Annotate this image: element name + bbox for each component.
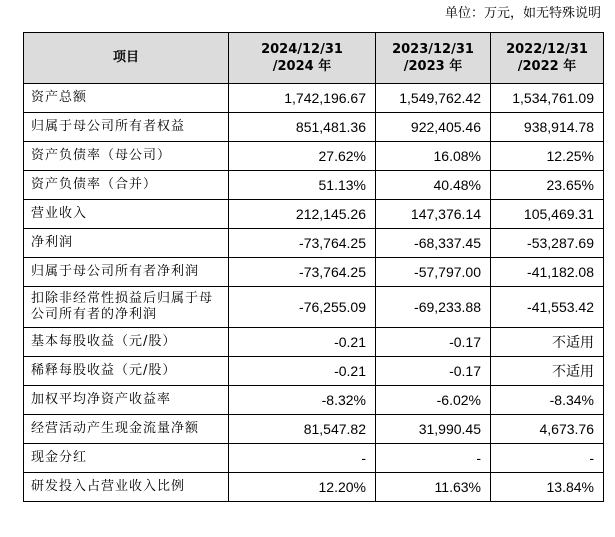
cell-2022: -8.34% xyxy=(491,386,604,415)
header-year-2023-label: /2023 年 xyxy=(403,59,463,74)
header-year-2022 xyxy=(491,33,604,84)
header-year-2023-date: 2023/12/31 xyxy=(392,42,474,57)
cell-2022: 13.84% xyxy=(491,473,604,502)
cell-2024: -76,255.09 xyxy=(229,287,376,328)
cell-2024: -0.21 xyxy=(229,357,376,386)
cell-2023: 11.63% xyxy=(376,473,491,502)
row-label: 净利润 xyxy=(24,229,229,258)
header-row xyxy=(24,33,604,84)
cell-2024: 212,145.26 xyxy=(229,200,376,229)
cell-2023: 16.08% xyxy=(376,142,491,171)
table-row xyxy=(24,142,604,171)
cell-2023: -57,797.00 xyxy=(376,258,491,287)
cell-2022: -53,287.69 xyxy=(491,229,604,258)
cell-2023: 922,405.46 xyxy=(376,113,491,142)
row-label: 基本每股收益（元/股） xyxy=(24,328,229,357)
cell-2022: 1,534,761.09 xyxy=(491,84,604,113)
row-label: 资产负债率（母公司） xyxy=(24,142,229,171)
row-label: 归属于母公司所有者权益 xyxy=(24,113,229,142)
cell-2023: -68,337.45 xyxy=(376,229,491,258)
cell-2022: 938,914.78 xyxy=(491,113,604,142)
cell-2022: 12.25% xyxy=(491,142,604,171)
cell-2024: -73,764.25 xyxy=(229,258,376,287)
table-row xyxy=(24,200,604,229)
cell-2023: 31,990.45 xyxy=(376,415,491,444)
cell-2022: 不适用 xyxy=(491,357,604,386)
cell-2024: -0.21 xyxy=(229,328,376,357)
table-row xyxy=(24,287,604,328)
row-label: 加权平均净资产收益率 xyxy=(24,386,229,415)
cell-2024: 1,742,196.67 xyxy=(229,84,376,113)
cell-2023: 147,376.14 xyxy=(376,200,491,229)
cell-2023: -6.02% xyxy=(376,386,491,415)
header-year-2022-date: 2022/12/31 xyxy=(506,42,588,57)
table-row xyxy=(24,258,604,287)
cell-2023: 40.48% xyxy=(376,171,491,200)
header-year-2024-label: /2024 年 xyxy=(272,59,332,74)
cell-2024: -8.32% xyxy=(229,386,376,415)
financial-table xyxy=(23,32,604,502)
cell-2022: -41,182.08 xyxy=(491,258,604,287)
header-year-2024 xyxy=(229,33,376,84)
cell-2022: -41,553.42 xyxy=(491,287,604,328)
row-label: 稀释每股收益（元/股） xyxy=(24,357,229,386)
cell-2022: 23.65% xyxy=(491,171,604,200)
table-row xyxy=(24,386,604,415)
cell-2024: 27.62% xyxy=(229,142,376,171)
row-label: 经营活动产生现金流量净额 xyxy=(24,415,229,444)
header-item: 项目 xyxy=(24,33,229,84)
table-body xyxy=(24,84,604,502)
table-row xyxy=(24,357,604,386)
cell-2023: -0.17 xyxy=(376,357,491,386)
unit-note: 单位：万元，如无特殊说明 xyxy=(444,6,601,21)
table-row xyxy=(24,415,604,444)
cell-2023: -0.17 xyxy=(376,328,491,357)
row-label: 研发投入占营业收入比例 xyxy=(24,473,229,502)
row-label: 资产负债率（合并） xyxy=(24,171,229,200)
table-row xyxy=(24,171,604,200)
table-header xyxy=(24,33,604,84)
row-label: 资产总额 xyxy=(24,84,229,113)
table-row xyxy=(24,328,604,357)
row-label: 现金分红 xyxy=(24,444,229,473)
table-row xyxy=(24,229,604,258)
header-year-2024-date: 2024/12/31 xyxy=(261,42,343,57)
cell-2022: 105,469.31 xyxy=(491,200,604,229)
cell-2024: 81,547.82 xyxy=(229,415,376,444)
row-label: 归属于母公司所有者净利润 xyxy=(24,258,229,287)
row-label: 扣除非经常性损益后归属于母公司所有者的净利润 xyxy=(24,287,229,328)
cell-2022: 不适用 xyxy=(491,328,604,357)
cell-2022: - xyxy=(491,444,604,473)
cell-2022: 4,673.76 xyxy=(491,415,604,444)
cell-2024: -73,764.25 xyxy=(229,229,376,258)
table-row xyxy=(24,473,604,502)
cell-2023: 1,549,762.42 xyxy=(376,84,491,113)
table-row xyxy=(24,444,604,473)
table-row xyxy=(24,113,604,142)
cell-2024: 12.20% xyxy=(229,473,376,502)
cell-2024: - xyxy=(229,444,376,473)
header-year-2022-label: /2022 年 xyxy=(517,59,577,74)
cell-2024: 51.13% xyxy=(229,171,376,200)
table-row xyxy=(24,84,604,113)
row-label: 营业收入 xyxy=(24,200,229,229)
cell-2023: -69,233.88 xyxy=(376,287,491,328)
cell-2024: 851,481.36 xyxy=(229,113,376,142)
cell-2023: - xyxy=(376,444,491,473)
header-year-2023 xyxy=(376,33,491,84)
